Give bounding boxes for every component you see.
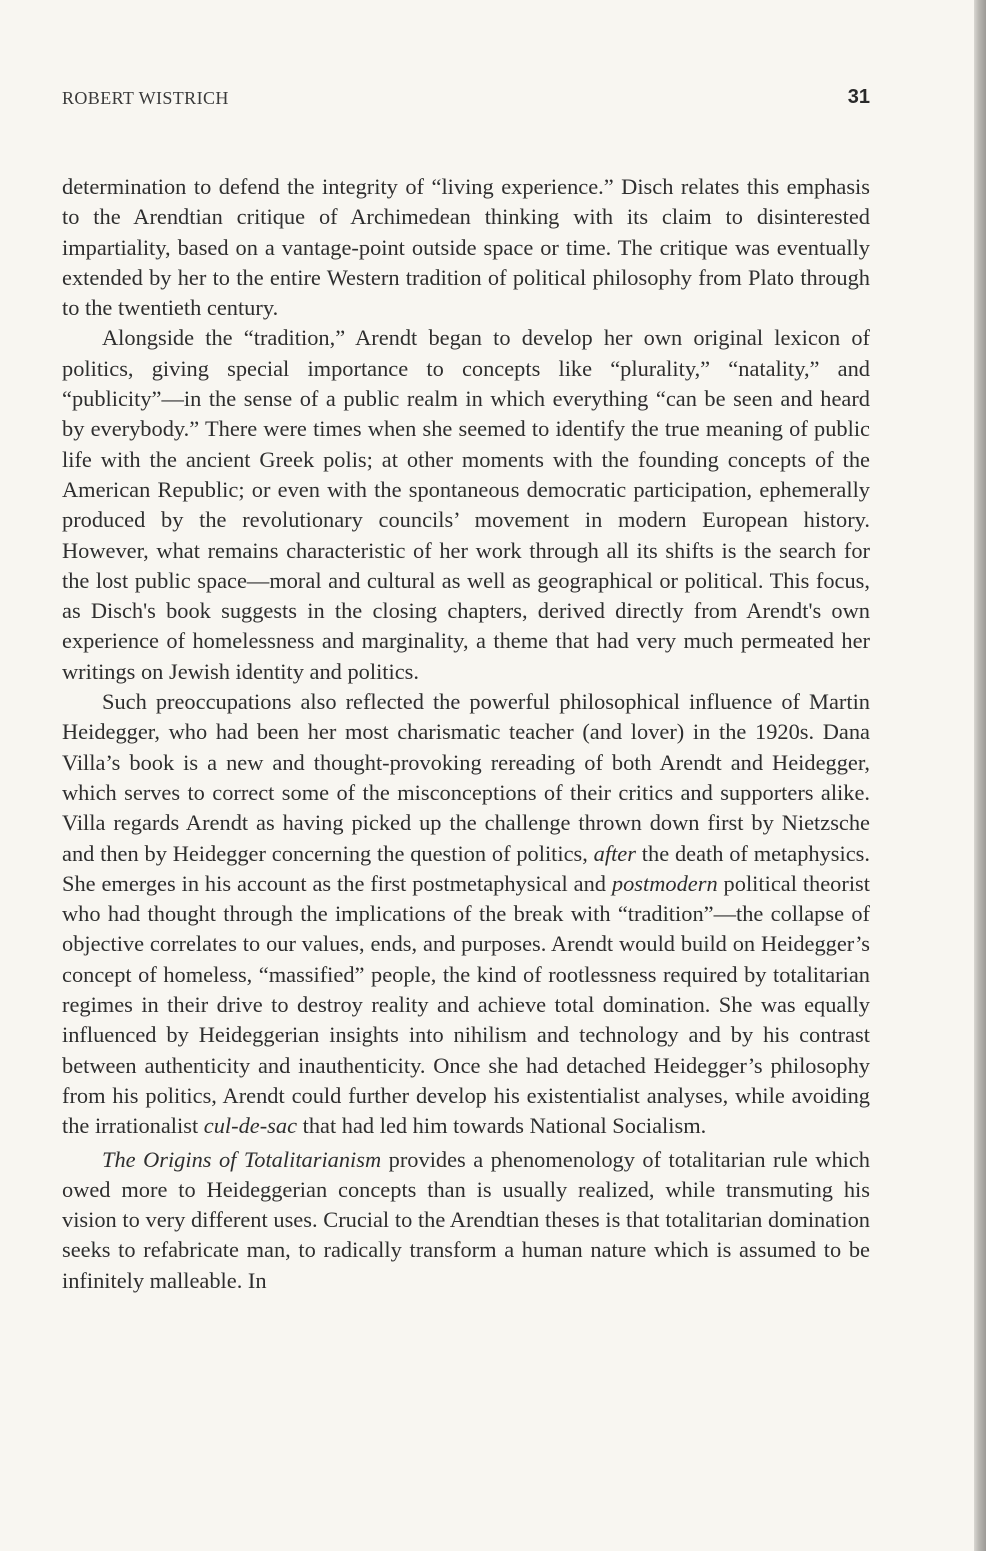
paragraph-4 bbox=[62, 1145, 870, 1296]
italic-text: cul-de-sac bbox=[203, 1113, 298, 1139]
page-edge-shadow bbox=[974, 0, 986, 1551]
text-segment: that had led him towards National Socialism. bbox=[297, 1113, 707, 1139]
book-title-italic: The Origins of Totalitarianism bbox=[102, 1146, 382, 1172]
text-segment: determination to defend the integrity of “living experience.” Disch relates this emphasis to the Arendtian critique of Archimedean thinking with its claim to disinterested impartiality, based on a vantage-point outside space or time. The critique was eventually extended by her to the entire Western tradition of political philosophy from Plato through to the twentieth century. bbox=[62, 174, 870, 321]
text-segment: political theorist who had thought through the implications of the break with “tradition”—the collapse of objective correlates to our values, ends, and purposes. Arendt would build on Heidegger’s concept of homeless, “massified” people, the kind of rootlessness required by totalitarian regimes in their drive to destroy reality and achieve total domination. She was equally influenced by Heideggerian insights into nihilism and technology and by his contrast between authenticity and inauthenticity. Once she had detached Heidegger’s philosophy from his politics, Arendt could further develop his existentialist analyses, while avoiding the irrationalist bbox=[62, 870, 870, 1139]
page-number: 31 bbox=[847, 86, 870, 108]
author-name: ROBERT WISTRICH bbox=[62, 88, 229, 108]
text-segment: Such preoccupations also reflected the powerful philosophical influence of Martin Heidegger, who had been her most charismatic teacher (and lover) in the 1920s. Dana Villa’s book is a new and thought-provoking rereading of both Arendt and Heidegger, which serves to correct some of the misconceptions of their critics and supporters alike. Villa regards Arendt as having picked up the challenge thrown down first by Nietzsche and then by Heidegger concerning the question of politics, bbox=[62, 689, 870, 866]
text-segment: Alongside the “tradition,” Arendt began to develop her own original lexicon of politics, giving special importance to concepts like “plurality,” “natality,” and “publicity”—in the sense of a public realm in which everything “can be seen and heard by everybody.” There were times when she seemed to identify the true meaning of public life with the ancient Greek polis; at other moments with the founding concepts of the American Republic; or even with the spontaneous democratic participation, ephemerally produced by the revolutionary councils’ movement in modern European history. However, what remains characteristic of her work through all its shifts is the search for the lost public space—moral and cultural as well as geographical or political. This focus, as Disch's book suggests in the closing chapters, derived directly from Arendt's own experience of homelessness and marginality, a theme that had very much permeated her writings on Jewish identity and politics. bbox=[62, 325, 870, 684]
text-segment: provides a phenomenology of totalitarian rule which owed more to Heideggerian concepts than is usually realized, while transmuting his vision to very different uses. Crucial to the Arendtian theses is that totalitarian domination seeks to refabricate man, to radically transform a human nature which is assumed to be infinitely malleable. In bbox=[62, 1146, 870, 1293]
paragraph-1 bbox=[62, 172, 870, 323]
running-head bbox=[62, 86, 870, 116]
italic-text: postmodern bbox=[611, 870, 718, 896]
body-text bbox=[62, 172, 870, 1296]
paragraph-3 bbox=[62, 687, 870, 1141]
italic-text: after bbox=[593, 840, 636, 866]
paragraph-2 bbox=[62, 323, 870, 687]
text-segment: the death of metaphysics. She emerges in his account as the first postmetaphysical and bbox=[62, 840, 870, 896]
